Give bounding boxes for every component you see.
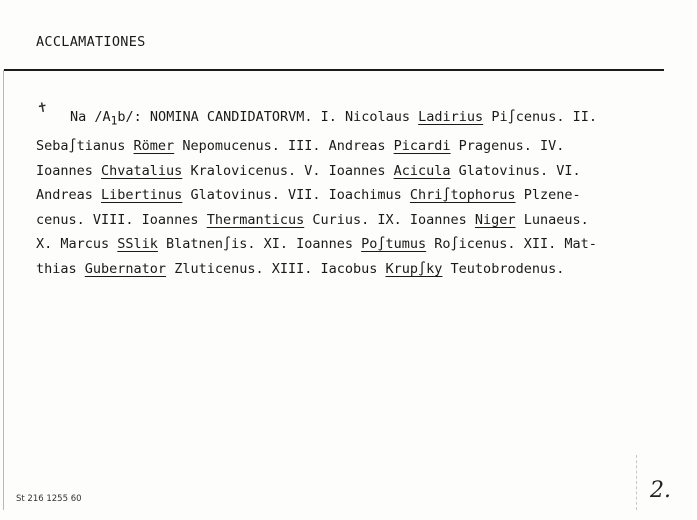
text-line bbox=[36, 257, 636, 282]
text-segment: Plzene- bbox=[515, 187, 581, 204]
text-segment: thias bbox=[36, 260, 85, 277]
text-segment: cenus. VIII. Ioannes bbox=[36, 211, 207, 228]
text-segment: Na /A bbox=[70, 109, 111, 125]
page-number: 2. bbox=[650, 478, 671, 503]
underlined-name: SSlik bbox=[117, 236, 158, 253]
text-segment: Glatovinus. VI. bbox=[450, 162, 581, 179]
underlined-name: Picardi bbox=[393, 138, 451, 155]
text-segment: Glatovinus. VII. Ioachimus bbox=[182, 187, 410, 204]
underlined-name: Ladirius bbox=[418, 109, 484, 125]
text-segment: Kralovicenus. V. Ioannes bbox=[182, 162, 394, 179]
card-left-edge bbox=[3, 70, 4, 510]
text-segment: Zluticenus. XIII. Iacobus bbox=[166, 260, 386, 277]
text-segment: Pi∫cenus. II. bbox=[483, 109, 597, 125]
card-right-edge bbox=[636, 455, 637, 510]
text-line bbox=[36, 232, 636, 257]
text-line bbox=[36, 134, 636, 159]
text-segment: X. Marcus bbox=[36, 236, 118, 253]
text-segment: b/: NOMINA CANDIDATORVM. I. Nicolaus bbox=[117, 109, 419, 125]
underlined-name: Thermanticus bbox=[206, 211, 305, 228]
underlined-name: Krup∫ky bbox=[385, 260, 443, 277]
text-segment: Andreas bbox=[36, 187, 102, 204]
text-segment: Pragenus. IV. bbox=[450, 138, 565, 155]
text-segment: Ro∫icenus. XII. Mat- bbox=[426, 236, 597, 253]
text-segment: Seba∫tianus bbox=[36, 138, 134, 155]
text-segment: Lunaeus. bbox=[515, 211, 589, 228]
subscript: 1 bbox=[110, 114, 118, 128]
card-body-text bbox=[36, 105, 636, 281]
underlined-name: Chvatalius bbox=[101, 162, 183, 179]
underlined-name: Gubernator bbox=[84, 260, 167, 277]
shelf-signature: St 216 1255 60 bbox=[16, 494, 82, 504]
text-line bbox=[36, 208, 636, 233]
underlined-name: Libertinus bbox=[101, 187, 183, 204]
text-segment: Nepomucenus. III. Andreas bbox=[174, 138, 394, 155]
text-line bbox=[36, 159, 636, 184]
handwritten-cross-mark: ✝ bbox=[36, 97, 49, 117]
underlined-name: Po∫tumus bbox=[361, 236, 427, 253]
text-line bbox=[36, 105, 636, 134]
heading-rule bbox=[4, 69, 664, 71]
card-heading: ACCLAMATIONES bbox=[36, 34, 146, 50]
underlined-name: Acicula bbox=[393, 162, 451, 179]
text-segment: Ioannes bbox=[36, 162, 102, 179]
text-line bbox=[36, 183, 636, 208]
underlined-name: Chri∫tophorus bbox=[409, 187, 516, 204]
text-segment: Blatnen∫is. XI. Ioannes bbox=[157, 236, 362, 253]
text-segment: Teutobrodenus. bbox=[442, 260, 565, 277]
text-segment: Curius. IX. Ioannes bbox=[304, 211, 475, 228]
underlined-name: Römer bbox=[133, 138, 175, 155]
underlined-name: Niger bbox=[474, 211, 516, 228]
